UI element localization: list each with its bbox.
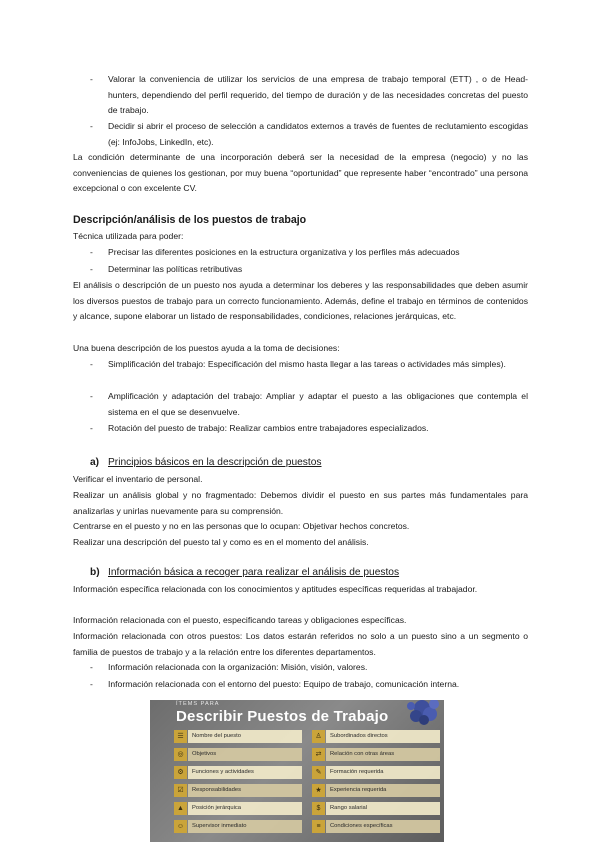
bullet-text: Simplificación del trabajo: Especificación del mismo hasta llegar a las tareas o actividades más simples).: [108, 359, 506, 369]
section-paragraph-2: Una buena descripción de los puestos ayuda a la toma de decisiones:: [73, 343, 340, 353]
subheading-title: Información básica a recoger para realizar el análisis de puestos: [108, 567, 400, 578]
conditions-icon: ≡: [312, 820, 325, 833]
checkbox-icon: ☑: [174, 784, 187, 797]
bullet-dash: -: [90, 264, 93, 274]
flower-icon: [394, 700, 440, 730]
bullet-dash: -: [90, 359, 93, 369]
item: [312, 820, 440, 833]
subheading-title: Principios básicos en la descripción de puestos: [108, 457, 322, 468]
bullet-text: Determinar las políticas retributivas: [108, 264, 243, 274]
bullet-dash: -: [90, 121, 93, 131]
items-row: [174, 784, 440, 797]
sub-a-line: Centrarse en el puesto y no en las personas que lo ocupan: Objetivar hechos concretos.: [73, 521, 410, 531]
item-label: Responsabilidades: [188, 784, 302, 797]
people-icon: ♙: [312, 730, 325, 743]
item: [174, 784, 302, 797]
item-label: Experiencia requerida: [326, 784, 440, 797]
bullet-text: Valorar la conveniencia de utilizar los servicios de una empresa de trabajo temporal (ETT) , o de Head-hunters, dependiendo del perfil requerido, del tiempo de duración y de las necesidades concretas del puesto de trabajo.: [108, 74, 528, 116]
item-label: Condiciones específicas: [326, 820, 440, 833]
bullet-dash: -: [90, 662, 93, 672]
item-label: Objetivos: [188, 748, 302, 761]
sub-b-line: Información relacionada con el puesto, especificando tareas y obligaciones específicas.: [73, 615, 407, 625]
sub-a-line: Realizar una descripción del puesto tal y como es en el momento del análisis.: [73, 537, 369, 547]
pencil-icon: ✎: [312, 766, 325, 779]
infographic-title: Describir Puestos de Trabajo: [176, 708, 389, 725]
bullet-dash: -: [90, 423, 93, 433]
items-row: [174, 802, 440, 815]
bullet-dash: -: [90, 679, 93, 689]
star-icon: ★: [312, 784, 325, 797]
target-icon: ◎: [174, 748, 187, 761]
bullet-dash: -: [90, 74, 93, 84]
section-heading: Descripción/análisis de los puestos de trabajo: [73, 214, 307, 226]
item-label: Posición jerárquica: [188, 802, 302, 815]
infographic-subtitle: ÍTEMS PARA: [176, 701, 220, 707]
item: [312, 748, 440, 761]
bullet-text: Información relacionada con la organización: Misión, visión, valores.: [108, 662, 368, 672]
item: [174, 802, 302, 815]
exchange-icon: ⇄: [312, 748, 325, 761]
items-row: [174, 820, 440, 833]
subheading-index: a): [90, 457, 100, 468]
item: [312, 730, 440, 743]
sub-b-line: Información relacionada con otros puestos: Los datos estarán referidos no solo a un puesto sino a un segmento o familia de puestos de trabajo y a la relación entre los diferentes departamentos.: [73, 631, 528, 657]
bullet-text: Amplificación y adaptación del trabajo: Ampliar y adaptar el puesto a las obligaciones que contempla el sistema en el que se desenvuelve.: [108, 391, 528, 417]
item-label: Funciones y actividades: [188, 766, 302, 779]
item: [174, 748, 302, 761]
sub-a-line: Verificar el inventario de personal.: [73, 474, 203, 484]
hierarchy-icon: ▲: [174, 802, 187, 815]
item: [174, 766, 302, 779]
items-row: [174, 766, 440, 779]
subheading-a: [90, 456, 322, 470]
intro-paragraph: La condición determinante de una incorporación deberá ser la necesidad de la empresa (negocio) y no las conveniencias de quienes los gestionan, por muy buena “oportunidad” que represente haber “encontrado” una persona excepcional o con excelente CV.: [73, 152, 528, 194]
item: [174, 820, 302, 833]
sub-b-line: Información específica relacionada con los conocimientos y aptitudes específicas requeridas al trabajador.: [73, 584, 478, 594]
item: [312, 784, 440, 797]
item-label: Nombre del puesto: [188, 730, 302, 743]
item-label: Supervisor inmediato: [188, 820, 302, 833]
subheading-b: [90, 566, 399, 580]
item-label: Subordinados directos: [326, 730, 440, 743]
section-lead: Técnica utilizada para poder:: [73, 231, 184, 241]
item: [312, 766, 440, 779]
item: [174, 730, 302, 743]
bullet-text: Precisar las diferentes posiciones en la estructura organizativa y los perfiles más adecuados: [108, 247, 460, 257]
bullet-text: Decidir si abrir el proceso de selección a candidatos externos a través de fuentes de reclutamiento escogidas (ej: InfoJobs, LinkedIn, etc).: [108, 121, 528, 147]
item-label: Rango salarial: [326, 802, 440, 815]
bullet-dash: -: [90, 391, 93, 401]
section-paragraph-1: El análisis o descripción de un puesto nos ayuda a determinar los deberes y las responsabilidades que deben asumir los diversos puestos de trabajo para un correcto funcionamiento. Además, define el trabajo en términos de contenidos y alcance, supone elaborar un listado de responsabilidades, condiciones, relaciones jerárquicas, etc.: [73, 280, 528, 322]
item: [312, 802, 440, 815]
subheading-index: b): [90, 567, 100, 578]
item-label: Relación con otras áreas: [326, 748, 440, 761]
bullet-dash: -: [90, 247, 93, 257]
gear-icon: ⚙: [174, 766, 187, 779]
item-label: Formación requerida: [326, 766, 440, 779]
list-icon: ☰: [174, 730, 187, 743]
items-row: [174, 730, 440, 743]
person-icon: ☺: [174, 820, 187, 833]
infographic: [150, 700, 444, 842]
items-row: [174, 748, 440, 761]
sub-a-line: Realizar un análisis global y no fragmentado: Debemos dividir el puesto en sus partes más fundamentales para analizarlas y unirlas nuevamente para su comprensión.: [73, 490, 528, 516]
bullet-text: Información relacionada con el entorno del puesto: Equipo de trabajo, comunicación interna.: [108, 679, 460, 689]
bullet-text: Rotación del puesto de trabajo: Realizar cambios entre trabajadores especializados.: [108, 423, 429, 433]
money-icon: $: [312, 802, 325, 815]
